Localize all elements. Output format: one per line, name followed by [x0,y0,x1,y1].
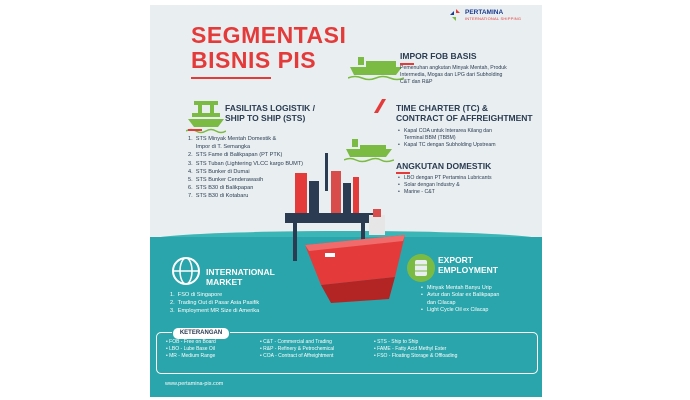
export-heading-line: EXPORT [438,255,473,265]
tc-heading-line: CONTRACT OF AFFREIGHTMENT [396,113,533,123]
legend-column-3 [374,339,457,360]
international-heading-line: INTERNATIONAL [206,267,275,277]
list-item: Impor di T. Semangka [188,144,251,151]
international-list [170,291,259,315]
list-item: 7. STS B30 di Kotabaru [188,193,249,200]
list-item: 2. Trading Out di Pasar Asia Pasifik [170,300,260,306]
legend-title: KETERANGAN [172,327,230,340]
list-item: • Light Cycle Oil ex Cilacap [427,307,499,314]
title-underline [191,77,271,79]
list-item: 3. Employment MR Size di Amerika [170,308,260,314]
list-item: • Minyak Mentah Banyu Urip [427,285,499,292]
impor-heading: IMPOR FOB BASIS [400,51,477,61]
legend-item: • LBO - Lube Base Oil [166,346,216,353]
impor-text-line: Intermedia, Mogas dan LPG dari Subholding [400,72,503,78]
tc-accent [374,99,386,113]
pertamina-logo [450,9,521,21]
title-line-2: BISNIS PIS [191,47,317,73]
list-item: Terminal BBM (TBBM) [404,135,456,141]
list-item: • Kapal COA untuk Interarea Kilang dan [404,128,496,135]
list-item: 5. STS Bunker Cenderawasih [188,177,264,184]
angkutan-heading: ANGKUTAN DOMESTIK [396,161,492,171]
impor-text-line: Pemenuhan angkutan Minyak Mentah, Produk [400,65,507,71]
legend-item: • COA - Contract of Affreightment [260,353,334,360]
legend-item: • STS - Ship to Ship [374,339,457,346]
list-item: 4. STS Bunker di Dumai [188,168,250,175]
tc-list [397,128,496,149]
list-item: 1. STS Minyak Mentah Domestik & [188,136,277,142]
list-item: • Solar dengan Industry & [404,182,492,189]
list-item: • Marine - C&T [404,189,492,196]
infographic-poster [150,5,542,397]
oil-barrel-icon [406,253,436,283]
brand-subtitle: INTERNATIONAL SHIPPING [465,16,522,21]
export-list [420,285,499,315]
list-item: • Avtur dan Solar ex Balikpapan [427,292,499,299]
list-item: 3. STS Tuban (Lightering VLCC kargo BUMT) [188,160,304,167]
international-heading [206,267,275,287]
pertamina-logo-icon [450,9,462,21]
legend-item: • R&P - Refinery & Petrochemical [260,346,334,353]
list-item: 6. STS B30 di Balikpapan [188,185,254,192]
list-item: • LBO dengan PT Pertamina Lubricants [404,175,492,182]
legend [156,327,536,377]
export-heading [438,255,498,275]
legend-item: • MR - Medium Range [166,353,216,360]
brand-name: PERTAMINA [465,9,504,16]
legend-item: • FAME - Fatty Acid Methyl Ester [374,346,457,353]
brand-text-block [465,9,521,21]
page-title [191,23,346,73]
fasilitas-bar [188,129,202,131]
tc-heading-line: TIME CHARTER (TC) & [396,103,489,113]
cargo-ship-icon [348,53,404,81]
title-line-1: SEGMENTASI [191,22,347,48]
list-item: 1. FSO di Singapore [170,292,223,298]
legend-item: • FSO - Floating Storage & Offloading [374,353,457,360]
legend-item: • FOB - Free on Board [166,339,216,346]
impor-text-line: C&T dan R&P [400,79,433,85]
globe-icon [170,255,202,287]
legend-column-1 [166,339,216,360]
platform-ship-icon [186,97,226,137]
list-item: • Kapal TC dengan Subholding Upstream [404,142,496,149]
legend-item: • C&T - Commercial and Trading [260,339,334,346]
list-item: dan Cilacap [427,299,456,306]
international-heading-line: MARKET [206,277,243,287]
export-heading-line: EMPLOYMENT [438,265,498,275]
fasilitas-heading [225,103,315,123]
impor-text [400,65,507,86]
fasilitas-heading-line: SHIP TO SHIP (STS) [225,113,306,123]
tc-heading [396,103,533,123]
list-item: 2. STS Fame di Balikpapan (PT PTK) [188,152,283,159]
website-url: www.pertamina-pis.com [165,381,224,387]
legend-column-2 [260,339,334,360]
oil-platform-tanker-illustration [265,153,415,323]
fasilitas-heading-line: FASILITAS LOGISTIK / [225,103,316,113]
